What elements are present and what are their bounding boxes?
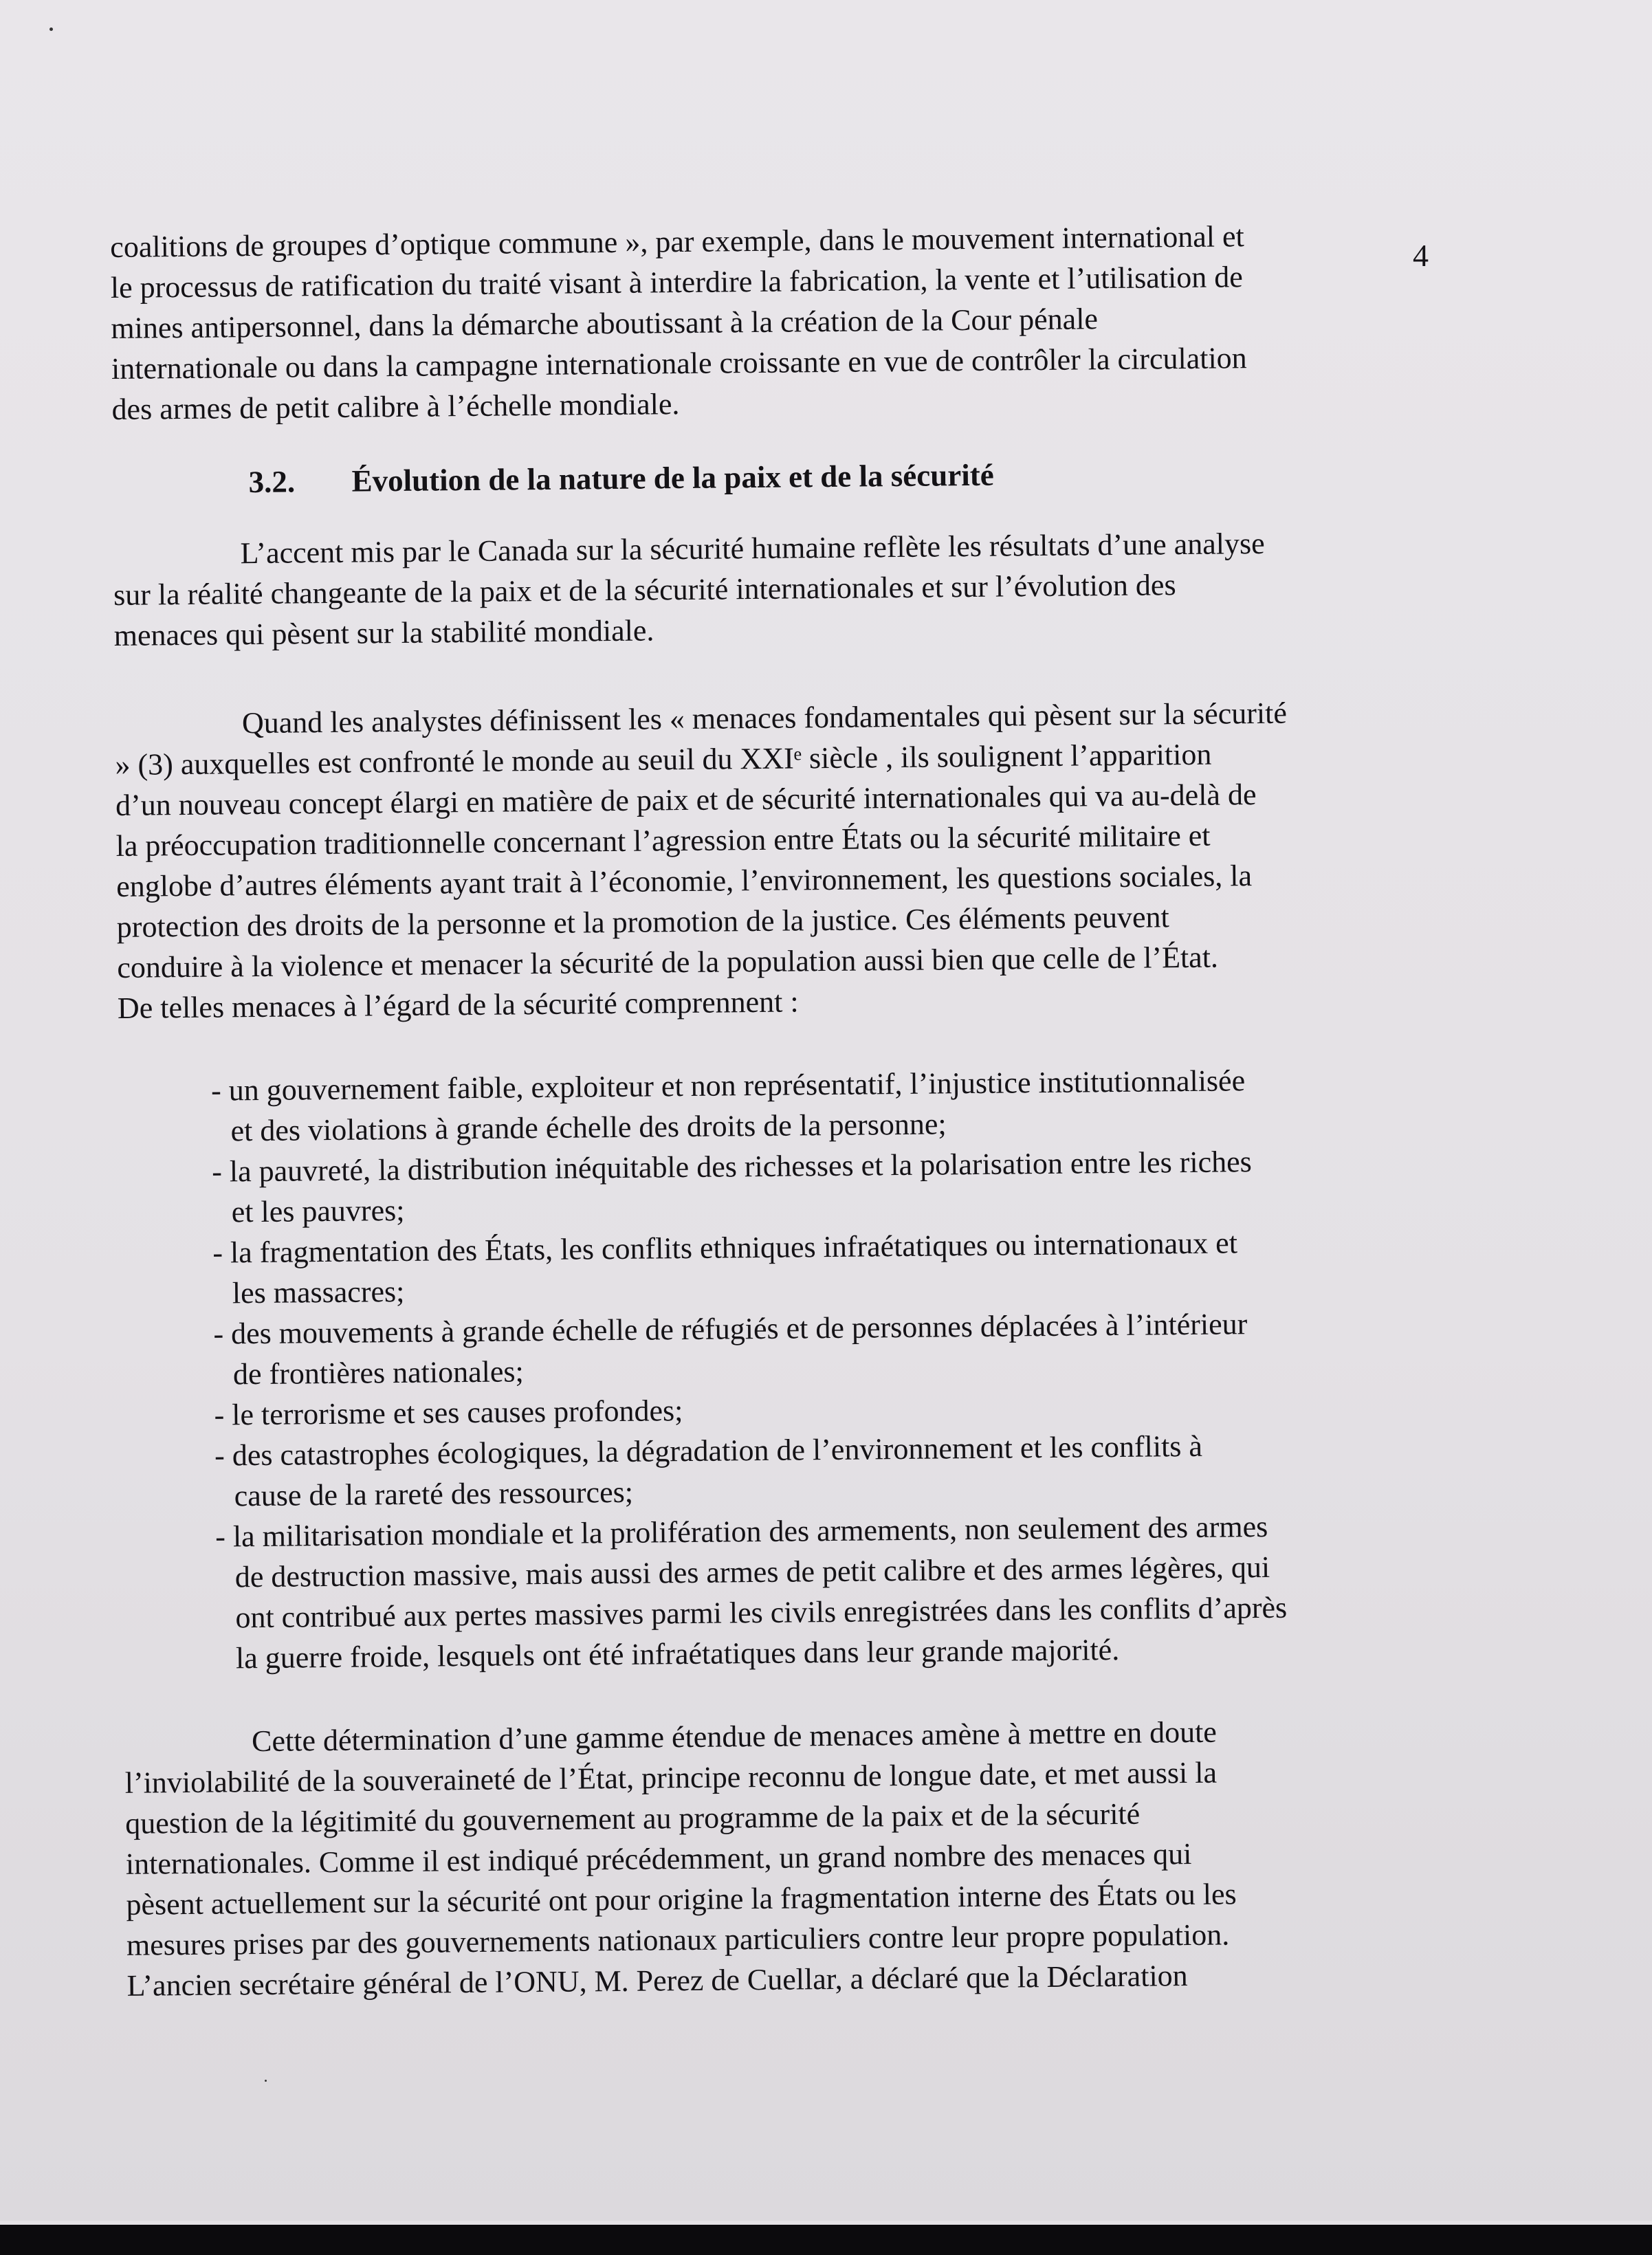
list-item-text: cause de la rareté des ressources;: [234, 1475, 634, 1513]
list-item-text: - la fragmentation des États, les conflits ethniques infraétatiques ou internationaux et: [212, 1226, 1238, 1270]
text-line: conduire à la violence et menacer la sécurité de la population aussi bien que celle de l’État.: [117, 940, 1219, 984]
text-line: coalitions de groupes d’optique commune », par exemple, dans le mouvement international et: [110, 219, 1244, 264]
list-item-text: et les pauvres;: [231, 1193, 405, 1229]
text-line: sur la réalité changeante de la paix et de la sécurité internationales et sur l’évolution des: [113, 568, 1176, 612]
threat-list-item: [212, 1139, 1508, 1233]
text-line: l’inviolabilité de la souveraineté de l’État, principe reconnu de longue date, et met aussi la: [124, 1755, 1218, 1800]
text-line: menaces qui pèsent sur la stabilité mondiale.: [113, 613, 654, 652]
section-number: 3.2.: [248, 464, 296, 500]
text-line: internationales. Comme il est indiqué précédemment, un grand nombre des menaces qui: [125, 1837, 1192, 1881]
text-line: mines antipersonnel, dans la démarche aboutissant à la création de la Cour pénale: [111, 302, 1099, 345]
page-number: 4: [1413, 238, 1429, 273]
text-line: internationale ou dans la campagne internationale croissante en vue de contrôler la circulation: [111, 341, 1247, 386]
threat-list-item: [213, 1301, 1510, 1395]
text-line: pèsent actuellement sur la sécurité ont pour origine la fragmentation interne des États ou les: [126, 1877, 1237, 1922]
text-line: mesures prises par des gouvernements nationaux particuliers contre leur propre population.: [126, 1917, 1230, 1962]
list-item-text: de frontières nationales;: [232, 1354, 524, 1392]
scan-speck: [49, 28, 53, 31]
text-line: des armes de petit calibre à l’échelle mondiale.: [111, 387, 680, 426]
paragraph-canada-focus: [113, 521, 1503, 656]
text-line: Quand les analystes définissent les « menaces fondamentales qui pèsent sur la sécurité: [241, 696, 1288, 740]
paragraph-coalitions: [110, 214, 1501, 430]
list-item-text: - le terrorisme et ses causes profondes;: [214, 1394, 683, 1432]
text-line: englobe d’autres éléments ayant trait à l’économie, l’environnement, les questions sociales, la: [115, 859, 1253, 903]
list-item-text: la guerre froide, lesquels ont été infraétatiques dans leur grande majorité.: [235, 1633, 1120, 1675]
text-line: De telles menaces à l’égard de la sécurité comprennent :: [117, 984, 799, 1025]
list-item-text: ont contribué aux pertes massives parmi les civils enregistrées dans les conflits d’après: [235, 1590, 1288, 1635]
list-item-text: - des catastrophes écologiques, la dégradation de l’environnement et les conflits à: [214, 1429, 1203, 1473]
list-item-text: et des violations à grande échelle des droits de la personne;: [230, 1107, 947, 1148]
text-line: L’ancien secrétaire général de l’ONU, M. Perez de Cuellar, a déclaré que la Déclaration: [126, 1959, 1188, 2003]
threat-list-item: [214, 1423, 1511, 1517]
text-line: L’accent mis par le Canada sur la sécurité humaine reflète les résultats d’une analyse: [240, 526, 1265, 571]
list-item-text: les massacres;: [232, 1274, 405, 1310]
text-line: protection des droits de la personne et la promotion de la justice. Ces éléments peuvent: [116, 900, 1169, 944]
paragraph-sovereignty: [124, 1709, 1516, 2006]
list-item-text: - la militarisation mondiale et la prolifération des armements, non seulement des armes: [215, 1509, 1268, 1554]
threat-list-item: [215, 1504, 1512, 1679]
list-item-text: - la pauvreté, la distribution inéquitable des richesses et la polarisation entre les riches: [211, 1145, 1252, 1189]
document-body: [110, 214, 1516, 2006]
scanner-edge: [0, 2225, 1652, 2255]
scan-speck: [265, 2080, 267, 2082]
text-line: le processus de ratification du traité visant à interdire la fabrication, la vente et l’utilisation de: [110, 260, 1243, 305]
threat-list: [118, 1058, 1512, 1680]
text-line: la préoccupation traditionnelle concernant l’agression entre États ou la sécurité militaire et: [115, 818, 1211, 863]
list-item-text: de destruction massive, mais aussi des armes de petit calibre et des armes légères, qui: [234, 1550, 1270, 1594]
list-item-text: - des mouvements à grande échelle de réfugiés et de personnes déplacées à l’intérieur: [213, 1307, 1248, 1351]
list-item-text: - un gouvernement faible, exploiteur et non représentatif, l’injustice institutionnalisée: [210, 1064, 1246, 1108]
threat-list-item: [211, 1058, 1508, 1152]
text-line: d’un nouveau concept élargi en matière de paix et de sécurité internationales qui va au-delà de: [115, 778, 1257, 822]
text-line: question de la légitimité du gouvernement au programme de la paix et de la sécurité: [125, 1796, 1141, 1840]
threat-list-item: [212, 1220, 1509, 1314]
text-line: » (3) auxquelles est confronté le monde au seuil du XXIᵉ siècle , ils soulignent l’apparition: [115, 737, 1212, 782]
paragraph-analysts: [115, 691, 1506, 1028]
section-title: Évolution de la nature de la paix et de la sécurité: [351, 457, 994, 498]
text-line: Cette détermination d’une gamme étendue de menaces amène à mettre en doute: [251, 1715, 1218, 1759]
